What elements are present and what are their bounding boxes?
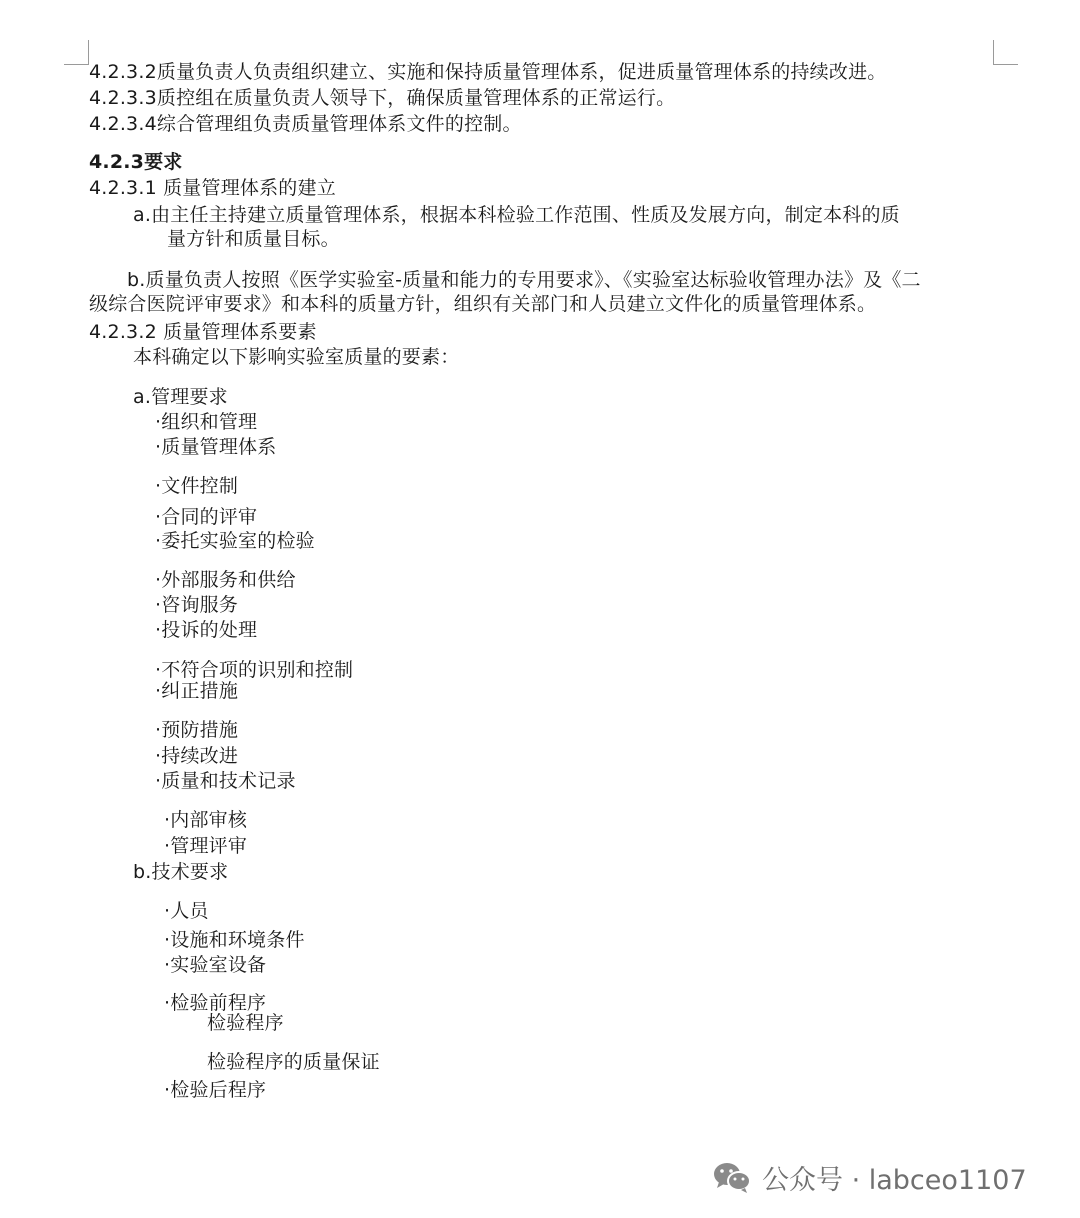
text-line: 4.2.3.2质量负责人负责组织建立、实施和保持质量管理体系，促进质量管理体系的持续改进。 — [89, 61, 887, 83]
list-item: ·咨询服务 — [155, 594, 239, 616]
subsection-heading: 4.2.3.2 质量管理体系要素 — [89, 321, 317, 343]
text-line: 本科确定以下影响实验室质量的要素： — [133, 346, 460, 368]
list-item: ·实验室设备 — [164, 954, 267, 976]
list-item: ·组织和管理 — [155, 411, 258, 433]
text-line: 级综合医院评审要求》和本科的质量方针，组织有关部门和人员建立文件化的质量管理体系。 — [89, 293, 877, 315]
watermark — [712, 1155, 1027, 1199]
list-heading: a.管理要求 — [133, 386, 228, 408]
list-item: ·纠正措施 — [155, 680, 239, 702]
list-item: ·预防措施 — [155, 719, 239, 741]
list-item: ·管理评审 — [164, 835, 248, 857]
list-item: ·持续改进 — [155, 745, 239, 767]
page-corner-mark-top-left — [64, 40, 89, 65]
list-item: ·不符合项的识别和控制 — [155, 659, 354, 681]
text-line: a.由主任主持建立质量管理体系，根据本科检验工作范围、性质及发展方向，制定本科的质 — [133, 204, 900, 226]
text-line: 4.2.3.4综合管理组负责质量管理体系文件的控制。 — [89, 113, 522, 135]
section-heading: 4.2.3要求 — [89, 151, 183, 173]
watermark-text: 公众号 · labceo1107 — [762, 1164, 1027, 1196]
list-item: ·外部服务和供给 — [155, 569, 296, 591]
list-item: ·委托实验室的检验 — [155, 530, 315, 552]
list-item: ·质量和技术记录 — [155, 770, 296, 792]
list-item: ·文件控制 — [155, 475, 239, 497]
list-item: ·检验前程序 — [164, 992, 267, 1014]
list-item: ·人员 — [164, 900, 209, 922]
wechat-icon — [712, 1160, 752, 1194]
text-line: 4.2.3.3质控组在质量负责人领导下，确保质量管理体系的正常运行。 — [89, 87, 676, 109]
list-item: ·质量管理体系 — [155, 436, 277, 458]
list-item: ·内部审核 — [164, 809, 248, 831]
list-item: 检验程序 — [207, 1012, 284, 1034]
text-line: 量方针和质量目标。 — [167, 228, 340, 250]
list-item: ·设施和环境条件 — [164, 929, 305, 951]
subsection-heading: 4.2.3.1 质量管理体系的建立 — [89, 177, 336, 199]
text-line: b.质量负责人按照《医学实验室-质量和能力的专用要求》、《实验室达标验收管理办法》及《二 — [127, 269, 921, 291]
page-corner-mark-top-right — [993, 40, 1018, 65]
list-item: ·检验后程序 — [164, 1079, 267, 1101]
list-item: ·投诉的处理 — [155, 619, 258, 641]
list-item: 检验程序的质量保证 — [207, 1051, 380, 1073]
list-heading: b.技术要求 — [133, 861, 229, 883]
list-item: ·合同的评审 — [155, 506, 258, 528]
